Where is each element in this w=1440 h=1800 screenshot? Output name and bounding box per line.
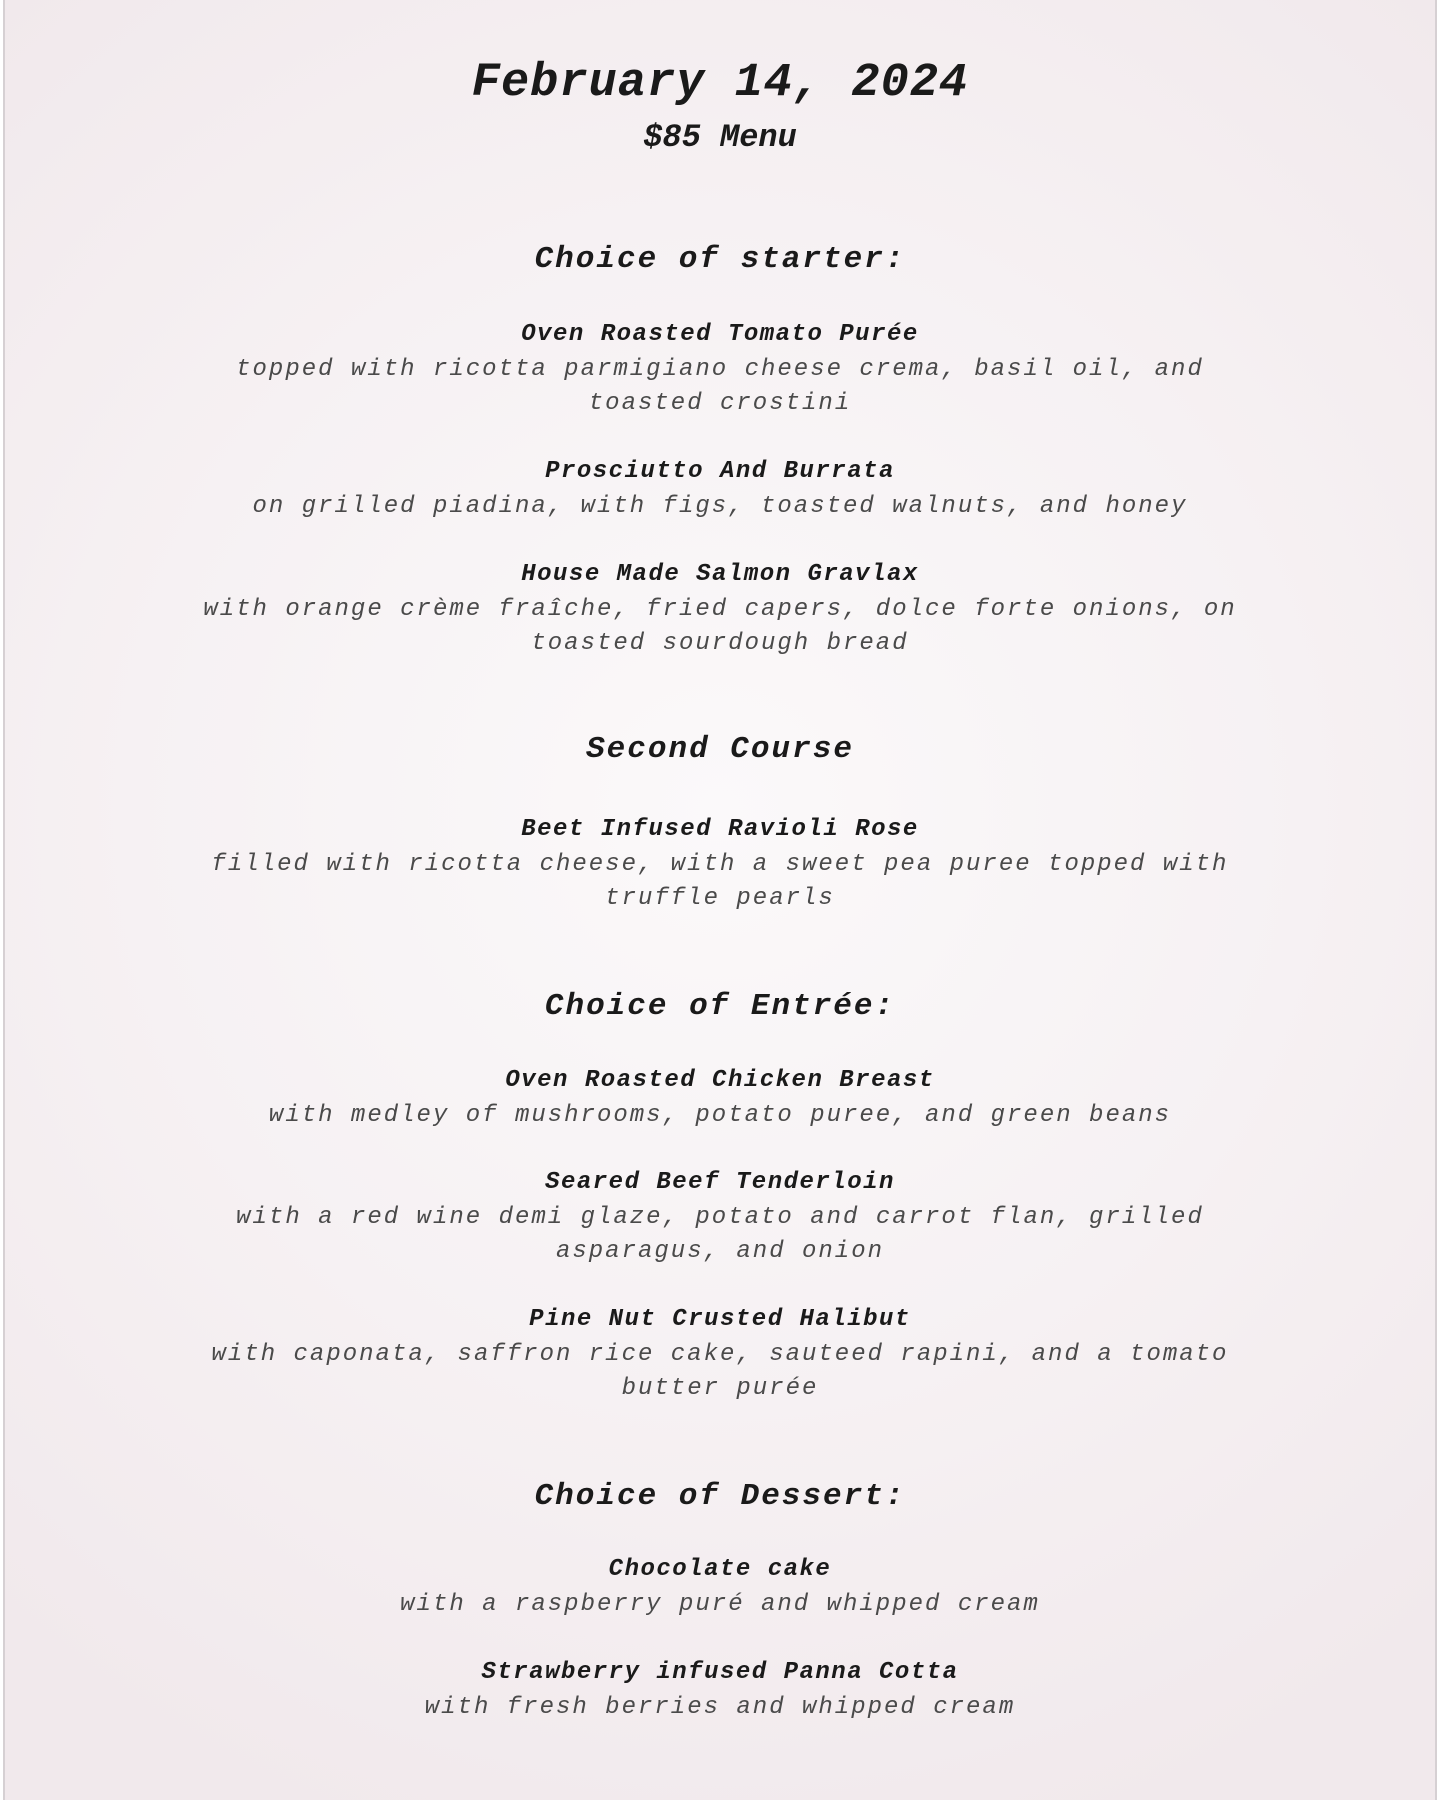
dish-description: with caponata, saffron rice cake, sauteed rapini, and a tomato butter purée bbox=[211, 1341, 1229, 1402]
dish-name: Seared Beef Tenderloin bbox=[545, 1169, 895, 1196]
dish-description: with orange crème fraîche, fried capers, dolce forte onions, on toasted sourdough bread bbox=[203, 596, 1237, 657]
dish-description: on grilled piadina, with figs, toasted walnuts, and honey bbox=[252, 493, 1188, 520]
menu-price-title: $85 Menu bbox=[643, 119, 797, 156]
section-heading-entree: Choice of Entrée: bbox=[544, 989, 896, 1024]
dish-description: with medley of mushrooms, potato puree, and green beans bbox=[268, 1102, 1172, 1129]
dish-description: with a raspberry puré and whipped cream bbox=[400, 1591, 1040, 1618]
dish-name: Strawberry infused Panna Cotta bbox=[481, 1659, 959, 1686]
section-heading-dessert: Choice of Dessert: bbox=[534, 1479, 906, 1514]
dish-name: Oven Roasted Tomato Purée bbox=[521, 321, 919, 348]
dish-name: House Made Salmon Gravlax bbox=[521, 561, 919, 588]
dish-name: Beet Infused Ravioli Rose bbox=[521, 816, 919, 843]
dish-name: Prosciutto And Burrata bbox=[545, 458, 895, 485]
dish-description: topped with ricotta parmigiano cheese crema, basil oil, and toasted crostini bbox=[236, 356, 1204, 417]
dish-description: with a red wine demi glaze, potato and carrot flan, grilled asparagus, and onion bbox=[236, 1204, 1204, 1265]
menu-date: February 14, 2024 bbox=[471, 57, 969, 110]
section-heading-second-course: Second Course bbox=[586, 732, 854, 767]
menu-page bbox=[3, 0, 1437, 1800]
section-heading-starter: Choice of starter: bbox=[534, 242, 906, 277]
dish-name: Chocolate cake bbox=[608, 1556, 832, 1583]
dish-description: with fresh berries and whipped cream bbox=[424, 1694, 1016, 1721]
dish-name: Oven Roasted Chicken Breast bbox=[505, 1067, 935, 1094]
dish-description: filled with ricotta cheese, with a sweet pea puree topped with truffle pearls bbox=[211, 851, 1229, 912]
dish-name: Pine Nut Crusted Halibut bbox=[529, 1306, 911, 1333]
